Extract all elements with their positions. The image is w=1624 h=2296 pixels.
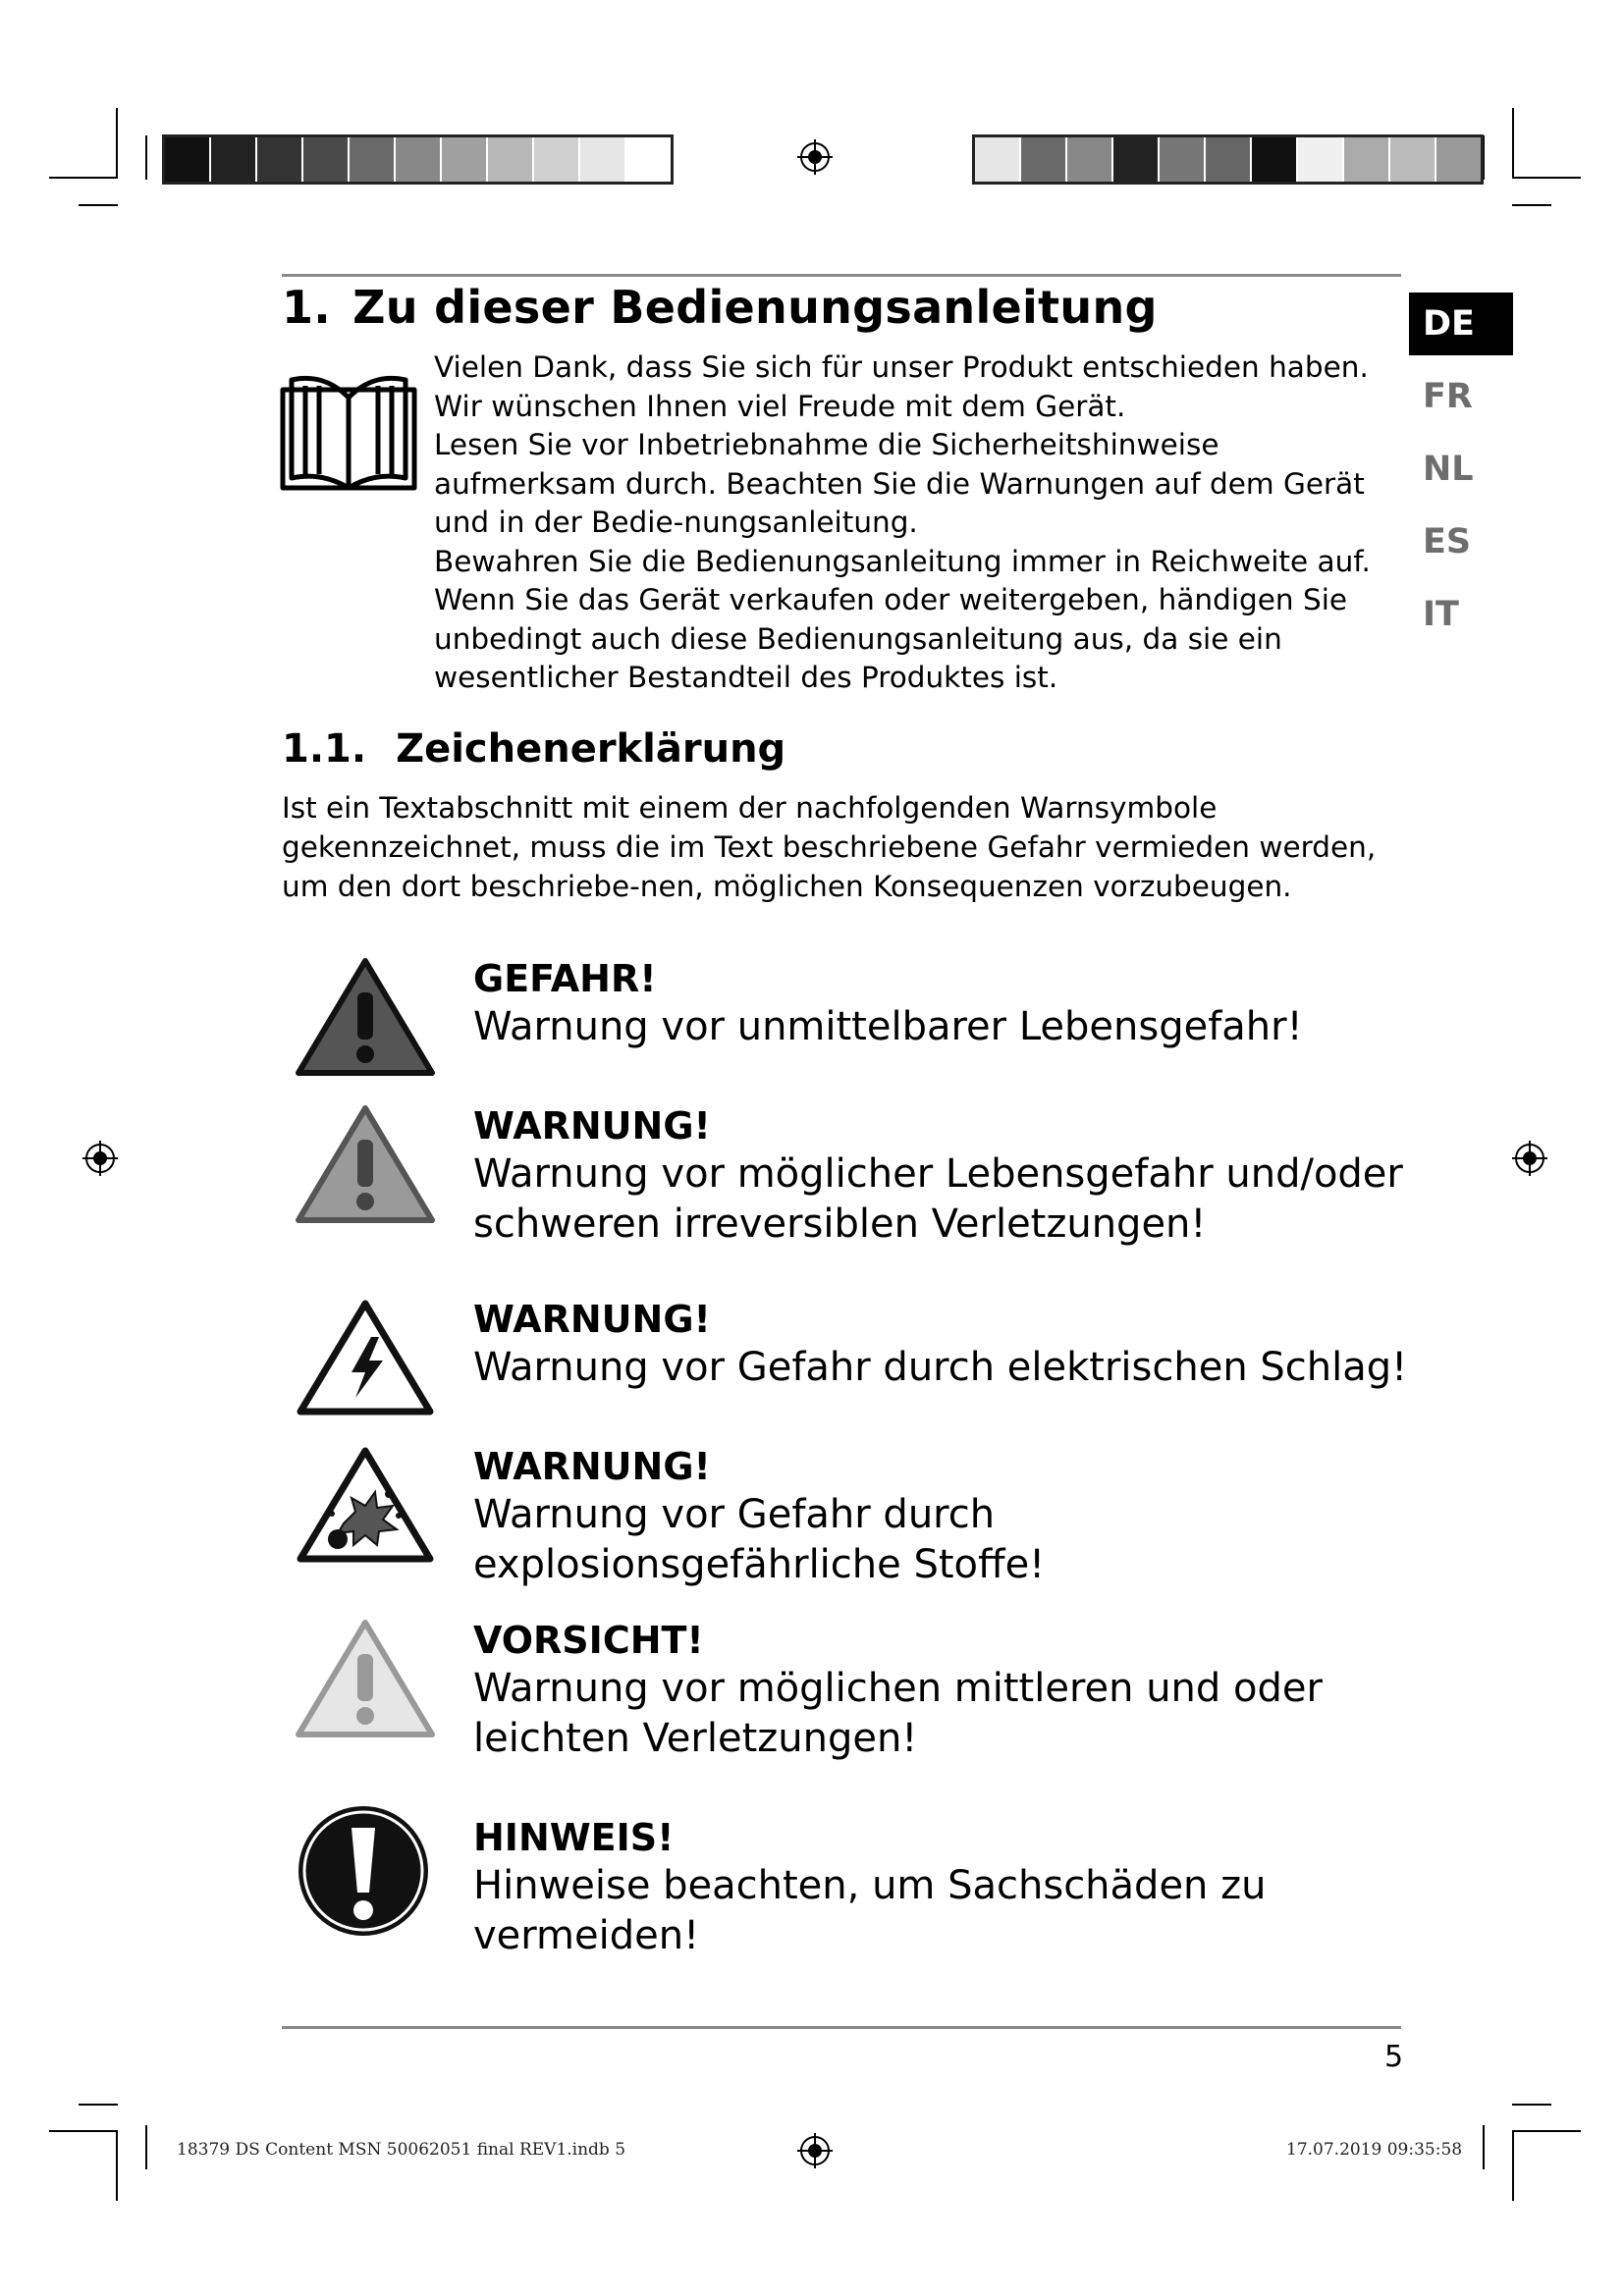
- top-rule: [282, 274, 1401, 277]
- intro-text: [434, 348, 1401, 698]
- color-swatch: [165, 137, 211, 182]
- registration-mark-icon: [797, 139, 833, 175]
- section-number: 1.: [282, 281, 332, 334]
- manual-book-icon: [280, 368, 417, 491]
- warning-title: VORSICHT!: [473, 1619, 704, 1662]
- intro-paragraph: Bewahren Sie die Bedienungsanleitung immer in Reichweite auf. Wenn Sie das Gerät verkaufen oder weitergeben, händigen Sie unbedingt auch diese Bedienungsanleitung aus, da sie ein wesentlicher Bestandteil des Produktes ist.: [434, 544, 1371, 694]
- language-tabs: [1409, 293, 1513, 656]
- page-title: [282, 281, 1158, 334]
- color-swatch: [1021, 137, 1067, 182]
- lang-tab-es[interactable]: ES: [1423, 522, 1472, 561]
- registration-mark-icon: [797, 2133, 833, 2168]
- registration-mark-icon: [1512, 1141, 1547, 1176]
- color-swatch: [1344, 137, 1390, 182]
- electric-shock-icon: [295, 1296, 437, 1423]
- color-swatch: [488, 137, 534, 182]
- footer-filename: 18379 DS Content MSN 50062051 final REV1.indb 5: [177, 2140, 626, 2160]
- color-swatch: [350, 137, 396, 182]
- color-swatch: [211, 137, 257, 182]
- lang-tab-fr[interactable]: FR: [1423, 377, 1473, 416]
- explosion-icon: [295, 1443, 437, 1571]
- warning-triangle-icon: [295, 1102, 437, 1230]
- bottom-rule: [282, 2026, 1401, 2029]
- color-bar-right: [972, 134, 1484, 185]
- color-swatch: [1067, 137, 1113, 182]
- notice-exclamation-icon: [295, 1800, 437, 1943]
- warning-title: GEFAHR!: [473, 957, 657, 1000]
- warning-text: Hinweise beachten, um Sachschäden zu vermeiden!: [473, 1863, 1267, 1958]
- warning-title: WARNUNG!: [473, 1298, 711, 1341]
- color-swatch: [1206, 137, 1252, 182]
- color-swatch: [396, 137, 442, 182]
- warning-text: Warnung vor Gefahr durch elektrischen Schlag!: [473, 1345, 1408, 1390]
- warning-text: Warnung vor Gefahr durch explosionsgefährliche Stoffe!: [473, 1492, 1046, 1587]
- color-swatch: [303, 137, 350, 182]
- registration-mark-icon: [82, 1141, 118, 1176]
- color-swatch: [1160, 137, 1206, 182]
- lang-tab-de[interactable]: DE: [1409, 293, 1513, 355]
- warning-text: Warnung vor möglicher Lebensgefahr und/oder schweren irreversiblen Verletzungen!: [473, 1151, 1403, 1247]
- color-swatch: [975, 137, 1021, 182]
- legend-intro: Ist ein Textabschnitt mit einem der nachfolgenden Warnsymbole gekennzeichnet, muss die im Text beschriebene Gefahr vermieden werden, um den dort beschriebe-nen, möglichen Konsequenzen vorzubeugen.: [282, 791, 1377, 903]
- subsection-title: Zeichenerklärung: [396, 726, 786, 772]
- subsection-number: 1.1.: [282, 726, 367, 772]
- warning-title: WARNUNG!: [473, 1445, 711, 1488]
- lang-tab-nl[interactable]: NL: [1423, 450, 1474, 489]
- section-title: Zu dieser Bedienungsanleitung: [352, 281, 1158, 334]
- color-swatch: [580, 137, 626, 182]
- color-swatch: [1436, 137, 1481, 182]
- color-swatch: [1390, 137, 1436, 182]
- warning-title: WARNUNG!: [473, 1104, 711, 1148]
- color-swatch: [534, 137, 580, 182]
- color-swatch: [1298, 137, 1344, 182]
- warning-text: Warnung vor möglichen mittleren und oder leichten Verletzungen!: [473, 1666, 1323, 1761]
- color-bar-left: [162, 134, 674, 185]
- warning-text: Warnung vor unmittelbarer Lebensgefahr!: [473, 1004, 1303, 1049]
- danger-triangle-icon: [295, 955, 437, 1083]
- lang-tab-it[interactable]: IT: [1423, 595, 1459, 634]
- intro-paragraph: Lesen Sie vor Inbetriebnahme die Sicherheitshinweise aufmerksam durch. Beachten Sie die Warnungen auf dem Gerät und in der Bedie-nungsanleitung.: [434, 428, 1365, 539]
- footer-timestamp: 17.07.2019 09:35:58: [1286, 2140, 1463, 2160]
- caution-triangle-icon: [295, 1617, 437, 1744]
- color-swatch: [257, 137, 303, 182]
- subsection-heading: [282, 726, 785, 772]
- warning-title: HINWEIS!: [473, 1816, 675, 1859]
- color-swatch: [442, 137, 488, 182]
- color-swatch: [626, 137, 671, 182]
- page-number: 5: [1384, 2040, 1404, 2074]
- color-swatch: [1113, 137, 1160, 182]
- intro-paragraph: Vielen Dank, dass Sie sich für unser Produkt entschieden haben. Wir wünschen Ihnen viel Freude mit dem Gerät.: [434, 350, 1369, 423]
- color-swatch: [1252, 137, 1298, 182]
